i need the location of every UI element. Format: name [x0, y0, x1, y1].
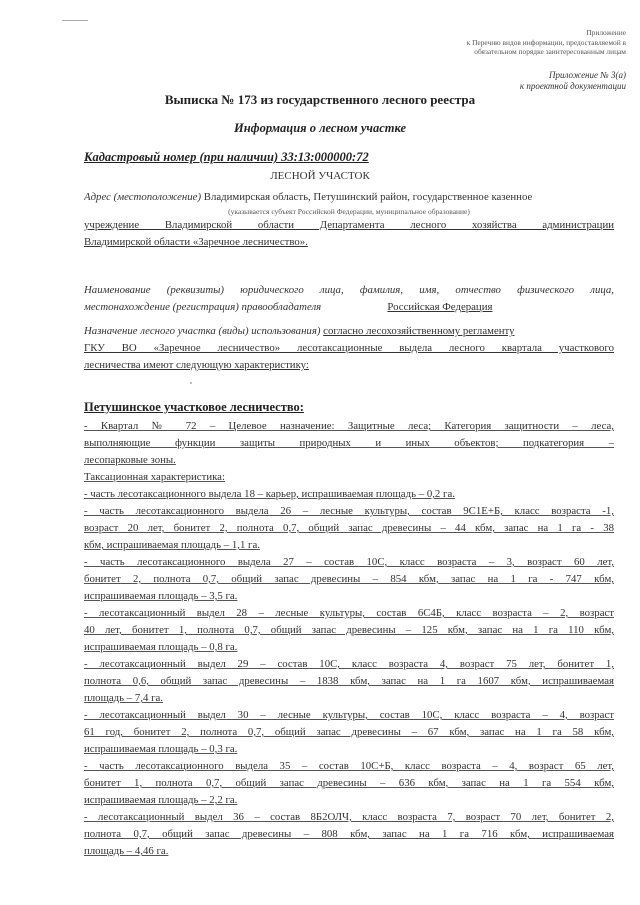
purpose-line-1 — [84, 323, 614, 340]
list-line: Таксационная характеристика: — [84, 471, 225, 483]
address-block — [84, 189, 614, 251]
annex-line: Приложение № 3(а) — [549, 70, 626, 80]
address-label: Адрес (местоположение) — [84, 191, 202, 203]
appendix-note-line: Приложение — [586, 28, 626, 37]
list-line: испрашиваемая площадь – 0,3 га. — [84, 743, 238, 755]
scan-mark — [62, 20, 88, 21]
list-line: кбм, испрашиваемая площадь – 1,1 га. — [84, 539, 260, 551]
owner-line-1: Наименование (реквизиты) юридического лица, фамилия, имя, отчество физического лица, — [84, 284, 614, 296]
owner-line-2 — [84, 299, 614, 316]
purpose-value: согласно лесохозяйственному регламенту — [323, 325, 515, 337]
list-line: 40 лет, бонитет 1, полнота 0,7, общий запас древесины – 125 кбм, запас на 1 га 110 кбм, — [84, 624, 614, 636]
annex-reference — [520, 70, 626, 92]
characteristics-list — [84, 418, 614, 860]
list-line: - часть лесотаксационного выдела 26 – лесные культуры, состав 9С1Е+Б, класс возраста -1, — [84, 505, 614, 517]
address-value: Владимирская область, Петушинский район, государственное казенное — [203, 191, 533, 203]
list-line: - часть лесотаксационного выдела 18 – карьер, испрашиваемая площадь – 0,2 га. — [84, 488, 455, 500]
owner-block — [84, 282, 614, 316]
annex-line: к проектной документации — [519, 81, 626, 91]
purpose-line-2: ГКУ ВО «Заречное лесничество» лесотаксационные выдела лесного квартала участкового — [84, 342, 614, 354]
purpose-line-3: лесничества имеют следующую характеристику: — [84, 359, 309, 371]
address-line-2: учреждение Владимирской области Департамента лесного хозяйства администрации — [84, 219, 614, 231]
list-line: испрашиваемая площадь – 3,5 га. — [84, 590, 238, 602]
purpose-block — [84, 323, 614, 374]
address-line-3: Владимирской области «Заречное лесничество». — [84, 236, 308, 248]
document-title: Выписка № 173 из государственного лесного реестра — [164, 92, 476, 107]
list-line: полнота 0,7, общий запас древесины – 808 кбм, запас на 1 га 716 кбм, испрашиваемая — [84, 828, 614, 840]
list-line: - лесотаксационный выдел 30 – лесные культуры, состав 10С, класс возраста – 4, возраст — [84, 709, 614, 721]
list-line: площадь – 7,4 га. — [84, 692, 163, 704]
cadastral-number: Кадастровый номер (при наличии) 33:13:000000:72 — [84, 150, 369, 164]
list-line: - лесотаксационный выдел 36 – состав 8Б2ОЛЧ, класс возраста 7, возраст 70 лет, бонитет 2, — [84, 811, 614, 823]
list-line: - лесотаксационный выдел 29 – состав 10С, класс возраста 4, возраст 75 лет, бонитет 1, — [84, 658, 614, 670]
list-line: - лесотаксационный выдел 28 – лесные культуры, состав 6С4Б, класс возраста – 2, возраст — [84, 607, 614, 619]
appendix-note-line: к Перечню видов информации, предоставляемой в — [466, 37, 626, 47]
list-line: возраст 20 лет, бонитет 2, полнота 0,7, общий запас древесины – 44 кбм, запас на 1 га - 38 — [84, 522, 614, 534]
purpose-label: Назначение лесного участка (виды) использования) — [84, 325, 321, 337]
address-note: (указывается субъект Российской Федерации, муниципальное образование) — [228, 207, 470, 216]
document-subtitle: Информация о лесном участке — [233, 121, 407, 135]
owner-label: местонахождение (регистрация) правообладателя — [84, 301, 322, 313]
appendix-note-line: обязательном порядке заинтересованным лицам — [474, 47, 626, 56]
list-line: бонитет 2, полнота 0,7, общий запас древесины – 854 кбм, запас на 1 га - 747 кбм, — [84, 573, 614, 585]
list-line: 61 год, бонитет 2, полнота 0,7, общий запас древесины – 67 кбм, запас на 1 га 58 кбм, — [84, 726, 614, 738]
list-line: площадь – 4,46 га. — [84, 845, 169, 857]
appendix-note — [386, 28, 626, 57]
list-line: - Квартал № 72 – Целевое назначение: Защитные леса; Категория защитности – леса, — [84, 420, 614, 432]
list-line: лесопарковые зоны. — [84, 454, 176, 466]
list-line: испрашиваемая площадь – 2,2 га. — [84, 794, 238, 806]
section-title: Петушинское участковое лесничество: — [84, 400, 304, 414]
list-line: выполняющие функции защиты природных и иных объектов; подкатегория – — [84, 437, 614, 449]
list-line: - часть лесотаксационного выдела 27 – состав 10С, класс возраста – 3, возраст 60 лет, — [84, 556, 614, 568]
plot-heading: ЛЕСНОЙ УЧАСТОК — [270, 170, 370, 182]
list-line: испрашиваемая площадь – 0,8 га. — [84, 641, 238, 653]
list-line: полнота 0,6, общий запас древесины – 1838 кбм, запас на 1 га 1607 кбм, испрашиваемая — [84, 675, 614, 687]
list-line: бонитет 1, полнота 0,7, общий запас древесины – 636 кбм, запас на 1 га 554 кбм, — [84, 777, 614, 789]
address-line-1 — [84, 189, 614, 206]
scan-speck — [190, 382, 192, 384]
list-line: - часть лесотаксационного выдела 35 – состав 10С+Б, класс возраста – 4, возраст 65 лет, — [84, 760, 614, 772]
owner-value: Российская Федерация — [387, 301, 493, 313]
